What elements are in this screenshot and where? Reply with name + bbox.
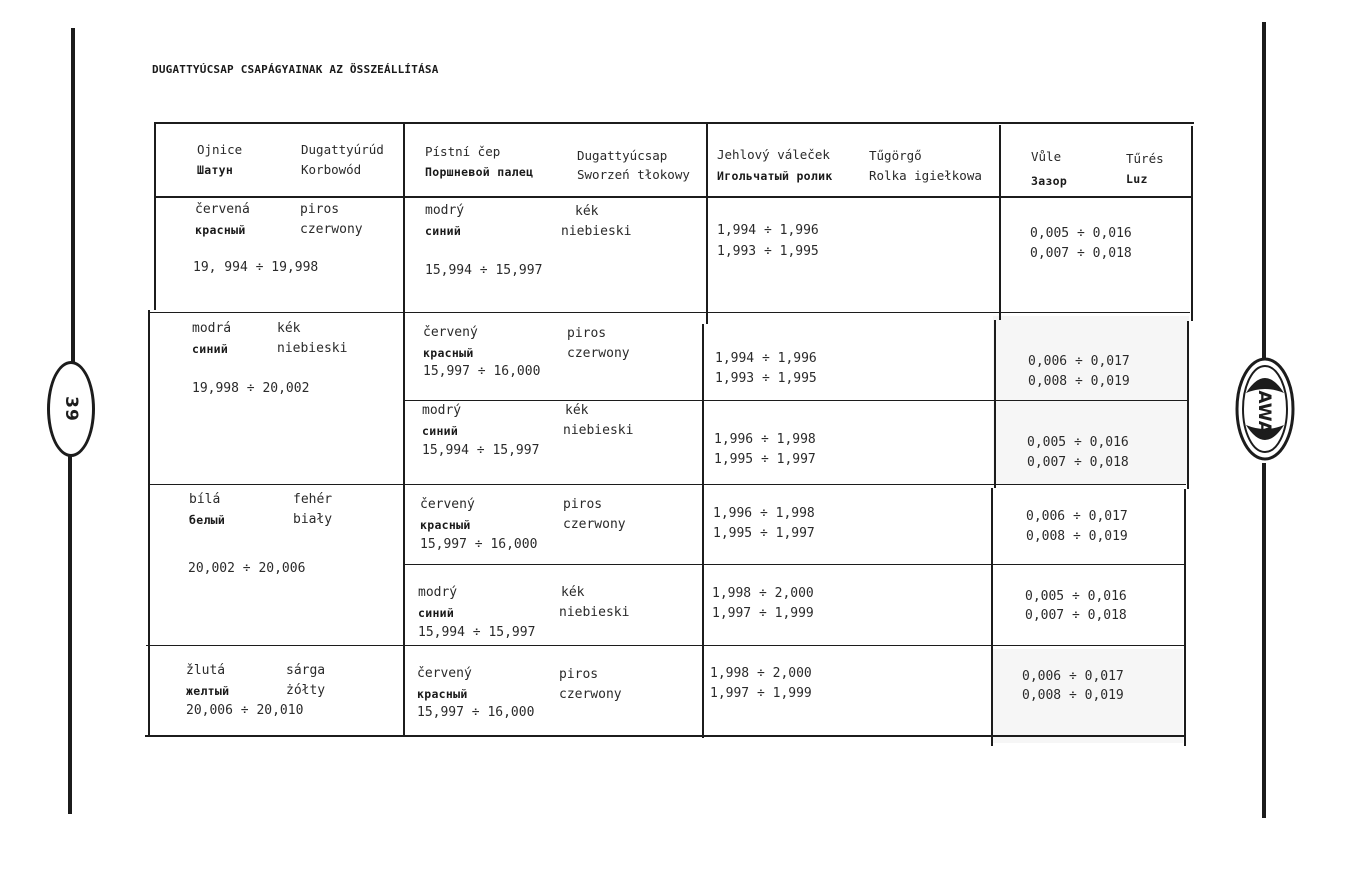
rod-color-hu: kék	[277, 321, 301, 336]
pin-color-ru: красный	[420, 518, 471, 532]
rod-color-pl: biały	[293, 512, 333, 527]
rod-color-cz: bílá	[189, 492, 221, 507]
header-pin-cz: Pístní čep	[425, 144, 501, 159]
pin-color-pl: niebieski	[563, 423, 634, 438]
header-rod-ru: Шатун	[197, 163, 234, 177]
clearance-range: 0,008 ÷ 0,019	[1028, 374, 1130, 389]
header-clearance-cz: Vůle	[1031, 149, 1062, 164]
pin-color-cz: modrý	[425, 203, 465, 218]
rod-color-ru: желтый	[186, 684, 230, 698]
header-clearance-pl: Luz	[1126, 172, 1148, 186]
pin-color-ru: красный	[417, 687, 468, 701]
rod-color-ru: синий	[192, 342, 229, 356]
clearance-range: 0,008 ÷ 0,019	[1026, 529, 1128, 544]
clearance-range: 0,005 ÷ 0,016	[1027, 435, 1129, 450]
row-divider	[148, 484, 1186, 485]
clearance-range: 0,006 ÷ 0,017	[1022, 669, 1124, 684]
table-border-left	[154, 122, 156, 310]
rod-color-ru: белый	[189, 513, 226, 527]
pin-range: 15,997 ÷ 16,000	[417, 705, 535, 720]
pin-color-hu: piros	[559, 667, 599, 682]
pin-color-hu: piros	[567, 326, 607, 341]
header-clearance-ru: Зазор	[1031, 174, 1068, 188]
clearance-range: 0,006 ÷ 0,017	[1026, 509, 1128, 524]
sub-row-divider	[404, 564, 1186, 565]
rod-color-cz: žlutá	[186, 663, 226, 678]
rod-color-cz: červená	[195, 202, 250, 217]
clearance-range: 0,008 ÷ 0,019	[1022, 688, 1124, 703]
needle-range: 1,998 ÷ 2,000	[710, 666, 812, 681]
table-border-bottom	[145, 735, 1185, 737]
pin-color-cz: modrý	[422, 403, 462, 418]
pin-color-hu: kék	[561, 585, 585, 600]
pin-color-pl: niebieski	[559, 605, 630, 620]
pin-range: 15,994 ÷ 15,997	[418, 625, 536, 640]
header-pin-ru: Поршневой палец	[425, 165, 534, 179]
column-divider	[991, 488, 993, 746]
header-clearance-hu: Tűrés	[1126, 151, 1164, 166]
header-pin-hu: Dugattyúcsap	[577, 148, 668, 163]
pin-color-cz: červený	[417, 666, 472, 681]
pin-color-hu: kék	[575, 204, 599, 219]
table-border-left	[148, 310, 150, 737]
needle-range: 1,995 ÷ 1,997	[713, 526, 815, 541]
rod-range: 20,002 ÷ 20,006	[188, 561, 306, 576]
header-needle-ru: Игольчатый ролик	[717, 169, 833, 183]
clearance-range: 0,005 ÷ 0,016	[1030, 226, 1132, 241]
table-border-right	[1187, 321, 1189, 489]
needle-range: 1,995 ÷ 1,997	[714, 452, 816, 467]
pin-range: 15,997 ÷ 16,000	[420, 537, 538, 552]
header-pin-pl: Sworzeń tłokowy	[577, 167, 690, 182]
pin-color-pl: czerwony	[563, 517, 626, 532]
rod-color-hu: piros	[300, 202, 340, 217]
pin-range: 15,997 ÷ 16,000	[423, 364, 541, 379]
pin-color-pl: czerwony	[559, 687, 622, 702]
needle-range: 1,993 ÷ 1,995	[715, 371, 817, 386]
pin-range: 15,994 ÷ 15,997	[425, 263, 543, 278]
rod-color-pl: czerwony	[300, 222, 363, 237]
column-divider	[702, 324, 704, 738]
header-rod-cz: Ojnice	[197, 142, 243, 157]
pin-color-hu: kék	[565, 403, 589, 418]
header-rod-hu: Dugattyúrúd	[301, 142, 384, 157]
needle-range: 1,994 ÷ 1,996	[717, 223, 819, 238]
needle-range: 1,996 ÷ 1,998	[714, 432, 816, 447]
pin-color-ru: синий	[422, 424, 459, 438]
pin-color-pl: niebieski	[561, 224, 632, 239]
pin-color-ru: синий	[425, 224, 462, 238]
clearance-range: 0,007 ÷ 0,018	[1025, 608, 1127, 623]
header-needle-hu: Tűgörgő	[869, 148, 922, 163]
rod-color-ru: красный	[195, 223, 246, 237]
pin-color-cz: červený	[420, 497, 475, 512]
sub-row-divider	[404, 400, 1189, 401]
pin-color-ru: красный	[423, 346, 474, 360]
page-number: 39	[60, 396, 81, 422]
table-border-right	[1191, 126, 1193, 321]
rod-color-pl: niebieski	[277, 341, 348, 356]
document-title: DUGATTYÚCSAP CSAPÁGYAINAK AZ ÖSSZEÁLLÍTÁSA	[152, 63, 439, 76]
needle-range: 1,994 ÷ 1,996	[715, 351, 817, 366]
header-needle-pl: Rolka igiełkowa	[869, 168, 982, 183]
rod-color-hu: sárga	[286, 663, 326, 678]
column-divider	[706, 124, 708, 324]
header-separator	[155, 196, 1191, 198]
needle-range: 1,997 ÷ 1,999	[710, 686, 812, 701]
clearance-range: 0,005 ÷ 0,016	[1025, 589, 1127, 604]
clearance-range: 0,007 ÷ 0,018	[1030, 246, 1132, 261]
needle-range: 1,998 ÷ 2,000	[712, 586, 814, 601]
rod-color-cz: modrá	[192, 321, 232, 336]
logo-text: JAWA	[1254, 384, 1274, 434]
rod-range: 19,998 ÷ 20,002	[192, 381, 310, 396]
pin-color-cz: červený	[423, 325, 478, 340]
pin-color-hu: piros	[563, 497, 603, 512]
row-divider	[146, 645, 1185, 646]
rod-range: 20,006 ÷ 20,010	[186, 703, 304, 718]
rod-range: 19, 994 ÷ 19,998	[193, 260, 319, 275]
pin-color-ru: синий	[418, 606, 455, 620]
needle-range: 1,997 ÷ 1,999	[712, 606, 814, 621]
needle-range: 1,996 ÷ 1,998	[713, 506, 815, 521]
row-divider	[150, 312, 1190, 313]
column-divider	[994, 320, 996, 488]
pin-color-cz: modrý	[418, 585, 458, 600]
rod-color-pl: żółty	[286, 683, 326, 698]
clearance-range: 0,006 ÷ 0,017	[1028, 354, 1130, 369]
rod-color-hu: fehér	[293, 492, 333, 507]
table-border-top	[154, 122, 1194, 124]
clearance-range: 0,007 ÷ 0,018	[1027, 455, 1129, 470]
needle-range: 1,993 ÷ 1,995	[717, 244, 819, 259]
column-divider	[999, 125, 1001, 320]
pin-color-pl: czerwony	[567, 346, 630, 361]
table-border-right	[1184, 489, 1186, 746]
header-rod-pl: Korbowód	[301, 162, 362, 177]
header-needle-cz: Jehlový váleček	[717, 147, 830, 162]
pin-range: 15,994 ÷ 15,997	[422, 443, 540, 458]
